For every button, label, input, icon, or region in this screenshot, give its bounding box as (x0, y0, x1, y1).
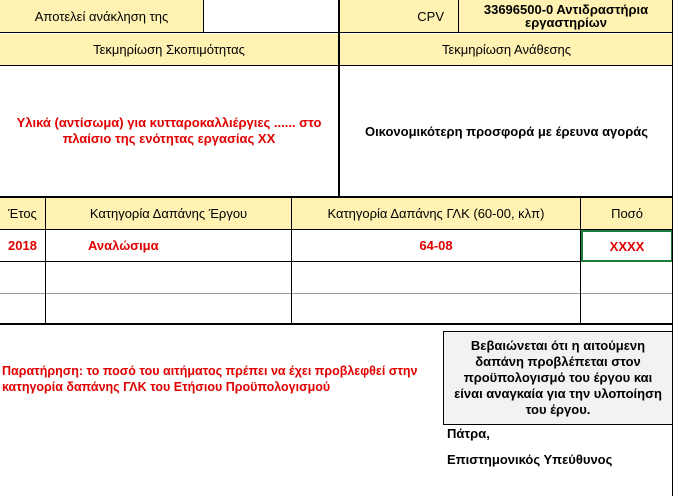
table-cell-glk-category[interactable]: 64-08 (419, 238, 453, 253)
cpv-value: 33696500-0 Αντιδραστήρια εργαστηρίων (459, 0, 673, 32)
award-text: Οικονομικότερη προσφορά με έρευνα αγοράς (364, 123, 649, 139)
table-row[interactable] (0, 294, 673, 324)
table-row[interactable] (0, 262, 673, 293)
column-header-year: Έτος (0, 198, 45, 229)
purpose-heading: Τεκμηρίωση Σκοπιμότητας (0, 34, 338, 65)
place-label: Πάτρα, (447, 426, 490, 441)
divider (580, 197, 581, 324)
table-cell-project-category[interactable]: Αναλώσιμα (88, 238, 159, 253)
table-cell-amount-selected[interactable]: XXXX (581, 230, 673, 262)
divider (291, 197, 292, 324)
recall-value-cell[interactable] (204, 0, 338, 32)
divider (0, 65, 673, 66)
column-header-glk-category: Κατηγορία Δαπάνης ΓΛΚ (60-00, κλπ) (292, 198, 580, 229)
divider (338, 0, 340, 197)
column-header-amount: Ποσό (581, 198, 673, 229)
divider (45, 197, 46, 324)
table-cell-year[interactable]: 2018 (8, 238, 37, 253)
recall-label: Αποτελεί ανάκληση της (0, 0, 203, 32)
divider (0, 196, 673, 198)
responsible-label: Επιστημονικός Υπεύθυνος (447, 452, 613, 467)
divider (458, 0, 459, 32)
divider (0, 32, 673, 33)
divider (203, 0, 204, 32)
cpv-label: CPV (340, 0, 458, 32)
award-heading: Τεκμηρίωση Ανάθεσης (340, 34, 673, 65)
divider (0, 293, 673, 294)
divider (0, 229, 673, 230)
certification-box: Βεβαιώνεται ότι η αιτούμενη δαπάνη προβλέπεται στον προϋπολογισμό του έργου και είναι αναγκαία για την υλοποίηση του έργου. (443, 331, 673, 425)
budget-note: Παρατήρηση: το ποσό του αιτήματος πρέπει να έχει προβλεφθεί στην κατηγορία δαπάνης ΓΛΚ του Ετήσιου Προϋπολογισμού (2, 364, 418, 394)
column-header-project-category: Κατηγορία Δαπάνης Έργου (46, 198, 291, 229)
purpose-text: Υλικά (αντίσωμα) για κυτταροκαλλιέργιες ...... στο πλαίσιο της ενότητας εργασίας ΧΧ (16, 115, 322, 146)
divider (0, 323, 673, 325)
